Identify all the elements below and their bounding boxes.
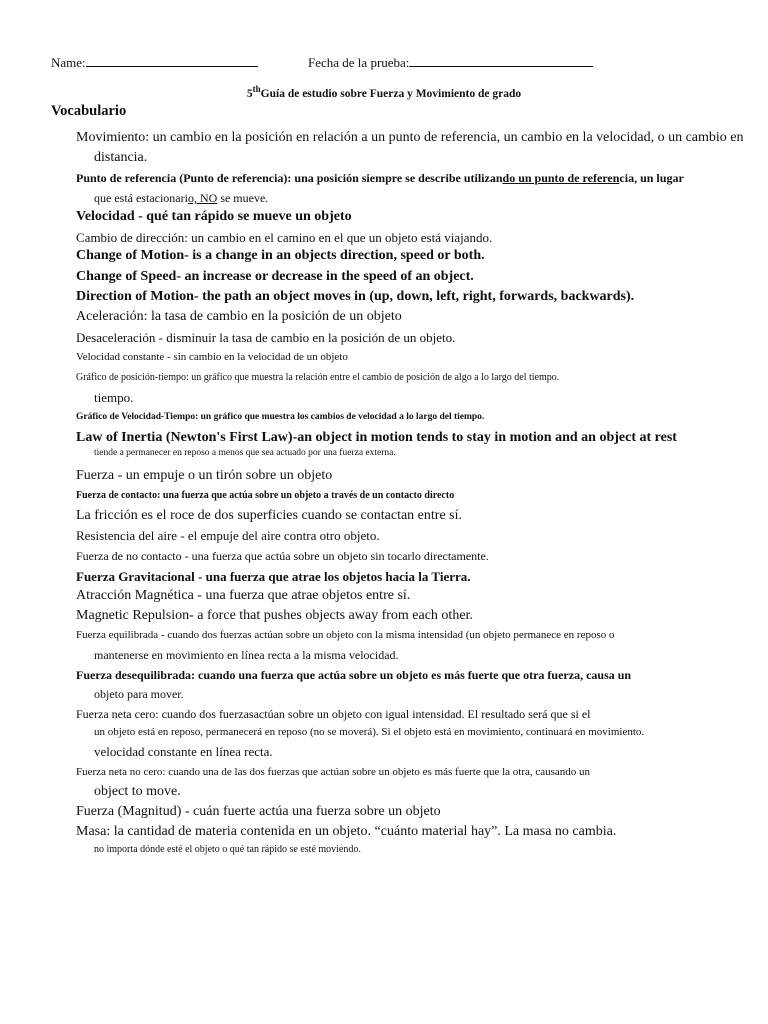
item-text: Fuerza de no contacto - una fuerza que actúa sobre un objeto sin tocarlo directamente.: [76, 549, 489, 563]
item-continuation: distancia.: [94, 150, 148, 165]
item-text: Gráfico de posición-tiempo: un gráfico que muestra la relación entre el cambio de posición de algo a lo largo del tiempo.: [76, 372, 560, 383]
item-text: Fuerza neta cero: cuando dos fuerzasactúan sobre un objeto con igual intensidad. El resultado será que si el: [76, 707, 591, 721]
list-item: [73, 310, 402, 324]
item-text: Aceleración: la tasa de cambio en la posición de un objeto: [76, 309, 402, 324]
list-item: [73, 270, 474, 284]
item-text: Magnetic Repulsion- a force that pushes objects away from each other.: [76, 608, 473, 623]
item-continuation: mantenerse en movimiento en línea recta a la misma velocidad.: [94, 648, 399, 662]
list-item: [73, 669, 631, 681]
list-item: [73, 331, 455, 344]
item-text: Fuerza (Magnitud) - cuán fuerte actúa una fuerza sobre un objeto: [76, 804, 441, 819]
list-item: [73, 708, 590, 720]
list-item: [73, 290, 634, 304]
item-text: La fricción es el roce de dos superficies cuando se contactan entre sí.: [76, 508, 462, 523]
list-item: [73, 352, 348, 363]
item-text: Change of Motion- is a change in an objects direction, speed or both.: [76, 248, 485, 263]
item-text: Cambio de dirección: un cambio en el camino en el que un objeto está viajando.: [76, 230, 493, 245]
item-text: Movimiento: un cambio en la posición en relación a un punto de referencia, un cambio en la velocidad, o un cambio en: [76, 130, 744, 145]
list-item: [73, 767, 590, 778]
item-continuation: no importa dónde esté el objeto o qué tan rápido se esté moviendo.: [94, 844, 361, 855]
list-item: [73, 413, 484, 423]
item-text: Fuerza equilibrada - cuando dos fuerzas actúan sobre un objeto con la misma intensidad (un objeto permanece en reposo o: [76, 629, 615, 641]
list-item: [73, 825, 616, 839]
list-item: [73, 231, 492, 244]
section-title: Vocabulario: [51, 103, 127, 119]
list-item: [73, 529, 380, 542]
item-text-underlined: o, NO: [187, 191, 218, 205]
item-text: Resistencia del aire - el empuje del aire contra otro objeto.: [76, 528, 380, 543]
list-item: [73, 509, 462, 523]
name-label: Name:: [51, 55, 86, 70]
item-continuation: tiempo.: [94, 390, 134, 405]
list-item: [73, 589, 410, 603]
date-blank-line: [409, 54, 593, 67]
list-item: [73, 805, 441, 819]
date-label: Fecha de la prueba:: [308, 55, 410, 70]
item-text: Gráfico de Velocidad-Tiempo: un gráfico que muestra los cambios de velocidad a lo largo del tiempo.: [76, 412, 485, 422]
item-continuation: un objeto está en reposo, permanecerá en reposo (no se moverá). Si el objeto está en movimiento, continuará en movimiento.: [94, 726, 645, 738]
name-field-row: [51, 54, 258, 69]
item-continuation: objeto para mover.: [94, 687, 184, 701]
title-ordinal-suffix: th: [252, 84, 261, 94]
item-text: Fuerza de contacto: una fuerza que actúa sobre un objeto a través de un contacto directo: [76, 490, 455, 501]
item-text: Atracción Magnética - una fuerza que atrae objetos entre sí.: [76, 588, 411, 603]
item-text: se mueve.: [217, 191, 269, 205]
list-item: [73, 210, 352, 224]
list-item: [73, 570, 471, 583]
item-text: Fuerza Gravitacional - una fuerza que atrae los objetos hacia la Tierra.: [76, 569, 471, 584]
item-text: que está estacionari: [94, 191, 188, 205]
item-continuation: tiende a permanecer en reposo a menos que sea actuado por una fuerza externa.: [94, 448, 396, 458]
item-text: Fuerza desequilibrada: cuando una fuerza que actúa sobre un objeto es más fuerte que otra fuerza, causa un: [76, 668, 632, 682]
list-item: [73, 373, 559, 383]
name-blank-line: [86, 54, 258, 67]
page-title: [0, 85, 768, 101]
item-continuation: object to move.: [94, 784, 181, 799]
list-item: [73, 630, 615, 641]
list-item: [73, 131, 744, 145]
item-text: Direction of Motion- the path an object moves in (up, down, left, right, forwards, backwards).: [76, 289, 635, 304]
item-text: Desaceleración - disminuir la tasa de cambio en la posición de un objeto.: [76, 330, 456, 345]
list-item: [73, 609, 473, 623]
list-item: [73, 431, 677, 445]
item-text: Change of Speed- an increase or decrease in the speed of an object.: [76, 269, 474, 284]
item-text: Fuerza - un empuje o un tirón sobre un objeto: [76, 468, 333, 483]
item-text: Fuerza neta no cero: cuando una de las dos fuerzas que actúan sobre un objeto es más fuerte que la otra, causando un: [76, 766, 591, 778]
title-text: Guía de estudio sobre Fuerza y Movimiento de grado: [260, 88, 522, 100]
item-continuation: [94, 192, 268, 204]
item-text: Law of Inertia (Newton's First Law)-an object in motion tends to stay in motion and an object at rest: [76, 430, 677, 445]
item-continuation: velocidad constante en línea recta.: [94, 744, 273, 759]
list-item: [73, 491, 454, 501]
item-text: Punto de referencia (Punto de referencia): una posición siempre se describe utilizan: [76, 171, 503, 185]
item-text: Velocidad - qué tan rápido se mueve un objeto: [76, 209, 352, 224]
item-text: Velocidad constante - sin cambio en la velocidad de un objeto: [76, 351, 348, 363]
list-item: [73, 550, 489, 562]
title-grade: 5: [246, 88, 253, 100]
list-item: [73, 172, 684, 184]
item-text-underlined: do un punto de referen: [502, 171, 620, 185]
item-text: cia, un lugar: [619, 171, 684, 185]
date-field-row: [308, 54, 593, 69]
list-item: [73, 249, 485, 263]
item-text: Masa: la cantidad de materia contenida en un objeto. “cuánto material hay”. La masa no cambia.: [76, 824, 617, 839]
list-item: [73, 469, 332, 483]
